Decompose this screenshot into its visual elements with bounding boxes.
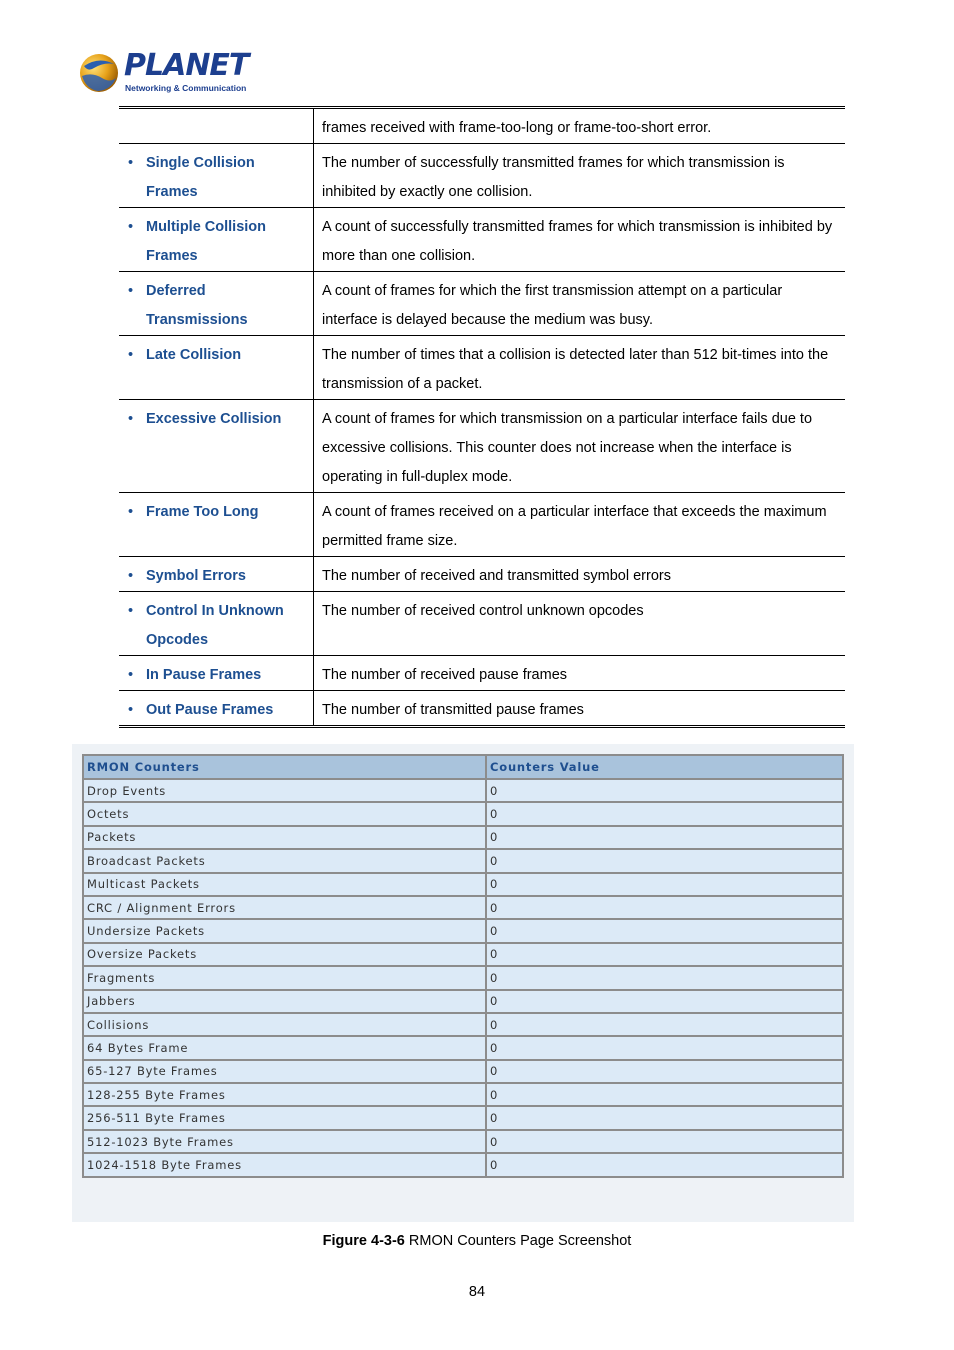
rmon-counters-table (82, 754, 844, 1178)
counter-value-cell: 0 (486, 1106, 843, 1129)
counter-name-cell: 64 Bytes Frame (83, 1036, 486, 1059)
counter-value-cell: 0 (486, 1060, 843, 1083)
rmon-table-row (83, 802, 843, 825)
counter-value-cell: 0 (486, 1013, 843, 1036)
term-label: • Out Pause Frames (128, 696, 305, 725)
rmon-table-row (83, 919, 843, 942)
rmon-counters-header: RMON Counters (83, 755, 486, 779)
description-row (119, 144, 845, 208)
counter-value-cell: 0 (486, 990, 843, 1013)
logo-tagline: Networking & Communication (125, 83, 247, 93)
counter-description-table (119, 106, 845, 728)
term-label: • Excessive Collision (128, 405, 305, 434)
definition-cell: The number of times that a collision is detected later than 512 bit-times into the transmission of a packet. (322, 347, 829, 392)
rmon-table-row (83, 779, 843, 802)
rmon-table-row (83, 1013, 843, 1036)
description-row (119, 691, 845, 727)
description-row (119, 108, 845, 144)
description-row (119, 336, 845, 400)
counter-name-cell: Collisions (83, 1013, 486, 1036)
definition-cell: The number of successfully transmitted frames for which transmission is inhibited by exactly one collision. (322, 155, 785, 200)
counter-name-cell: CRC / Alignment Errors (83, 896, 486, 919)
page-number: 84 (468, 1284, 486, 1300)
figure-text: RMON Counters Page Screenshot (404, 1233, 632, 1249)
logo-brand-text: PLANET (124, 48, 249, 83)
counter-value-cell: 0 (486, 873, 843, 896)
counter-name-cell: 1024-1518 Byte Frames (83, 1153, 486, 1176)
term-cell (119, 656, 314, 691)
counter-name-cell: 512-1023 Byte Frames (83, 1130, 486, 1153)
description-row (119, 208, 845, 272)
rmon-table-row (83, 966, 843, 989)
description-row (119, 557, 845, 592)
counter-value-cell: 0 (486, 1130, 843, 1153)
rmon-table-row (83, 1153, 843, 1176)
term-cell (119, 557, 314, 592)
description-row (119, 493, 845, 557)
term-label: • Deferred Transmissions (128, 277, 305, 335)
term-cell (119, 592, 314, 656)
counter-value-cell: 0 (486, 1153, 843, 1176)
counter-name-cell: Fragments (83, 966, 486, 989)
rmon-table-row (83, 1060, 843, 1083)
counter-value-cell: 0 (486, 943, 843, 966)
term-label: • Symbol Errors (128, 562, 305, 591)
term-cell (119, 691, 314, 727)
rmon-screenshot-panel (72, 744, 854, 1222)
counter-name-cell: 256-511 Byte Frames (83, 1106, 486, 1129)
term-label: • Control In Unknown Opcodes (128, 597, 305, 655)
counter-name-cell: Broadcast Packets (83, 849, 486, 872)
definition-cell: The number of received pause frames (322, 667, 568, 683)
term-label: • Single Collision Frames (128, 149, 305, 207)
term-label: • Multiple Collision Frames (128, 213, 305, 271)
rmon-table-row (83, 1036, 843, 1059)
term-cell (119, 144, 314, 208)
counter-name-cell: 65-127 Byte Frames (83, 1060, 486, 1083)
definition-cell: A count of successfully transmitted frames for which transmission is inhibited by more than one collision. (322, 219, 833, 264)
planet-logo (78, 50, 248, 96)
term-label: • In Pause Frames (128, 661, 305, 690)
counter-value-cell: 0 (486, 966, 843, 989)
definition-cell: The number of transmitted pause frames (322, 702, 584, 718)
globe-icon (78, 52, 120, 94)
term-label: • Frame Too Long (128, 498, 305, 527)
rmon-table-row (83, 896, 843, 919)
counters-value-header: Counters Value (486, 755, 843, 779)
term-cell (119, 272, 314, 336)
term-cell (119, 108, 314, 144)
term-cell (119, 336, 314, 400)
counter-name-cell: Packets (83, 826, 486, 849)
counter-name-cell: Undersize Packets (83, 919, 486, 942)
counter-name-cell: Octets (83, 802, 486, 825)
rmon-table-row (83, 1083, 843, 1106)
rmon-table-row (83, 1130, 843, 1153)
counter-value-cell: 0 (486, 896, 843, 919)
counter-value-cell: 0 (486, 826, 843, 849)
definition-cell: The number of received and transmitted symbol errors (322, 568, 671, 584)
rmon-table-row (83, 1106, 843, 1129)
counter-value-cell: 0 (486, 1036, 843, 1059)
rmon-header-row (83, 755, 843, 779)
term-cell (119, 493, 314, 557)
figure-caption (0, 1233, 954, 1249)
counter-value-cell: 0 (486, 849, 843, 872)
rmon-table-row (83, 943, 843, 966)
counter-value-cell: 0 (486, 779, 843, 802)
definition-cell: A count of frames for which the first transmission attempt on a particular interface is delayed because the medium was busy. (322, 283, 783, 328)
description-row (119, 400, 845, 493)
figure-label: Figure 4-3-6 (322, 1233, 405, 1249)
term-cell (119, 208, 314, 272)
definition-cell: A count of frames for which transmission on a particular interface fails due to excessive collisions. This counter does not increase when the interface is operating in full-duplex mode. (322, 411, 813, 485)
counter-value-cell: 0 (486, 802, 843, 825)
counter-name-cell: Oversize Packets (83, 943, 486, 966)
counter-value-cell: 0 (486, 919, 843, 942)
description-row (119, 272, 845, 336)
counter-name-cell: Drop Events (83, 779, 486, 802)
definition-cell: The number of received control unknown opcodes (322, 603, 644, 619)
term-label: • Late Collision (128, 341, 305, 370)
counter-name-cell: 128-255 Byte Frames (83, 1083, 486, 1106)
description-row (119, 592, 845, 656)
definition-cell: frames received with frame-too-long or frame-too-short error. (322, 120, 712, 136)
rmon-table-row (83, 990, 843, 1013)
counter-name-cell: Jabbers (83, 990, 486, 1013)
counter-name-cell: Multicast Packets (83, 873, 486, 896)
rmon-table-row (83, 849, 843, 872)
counter-value-cell: 0 (486, 1083, 843, 1106)
rmon-table-row (83, 826, 843, 849)
term-cell (119, 400, 314, 493)
definition-cell: A count of frames received on a particular interface that exceeds the maximum permitted frame size. (322, 504, 827, 549)
rmon-table-row (83, 873, 843, 896)
description-row (119, 656, 845, 691)
